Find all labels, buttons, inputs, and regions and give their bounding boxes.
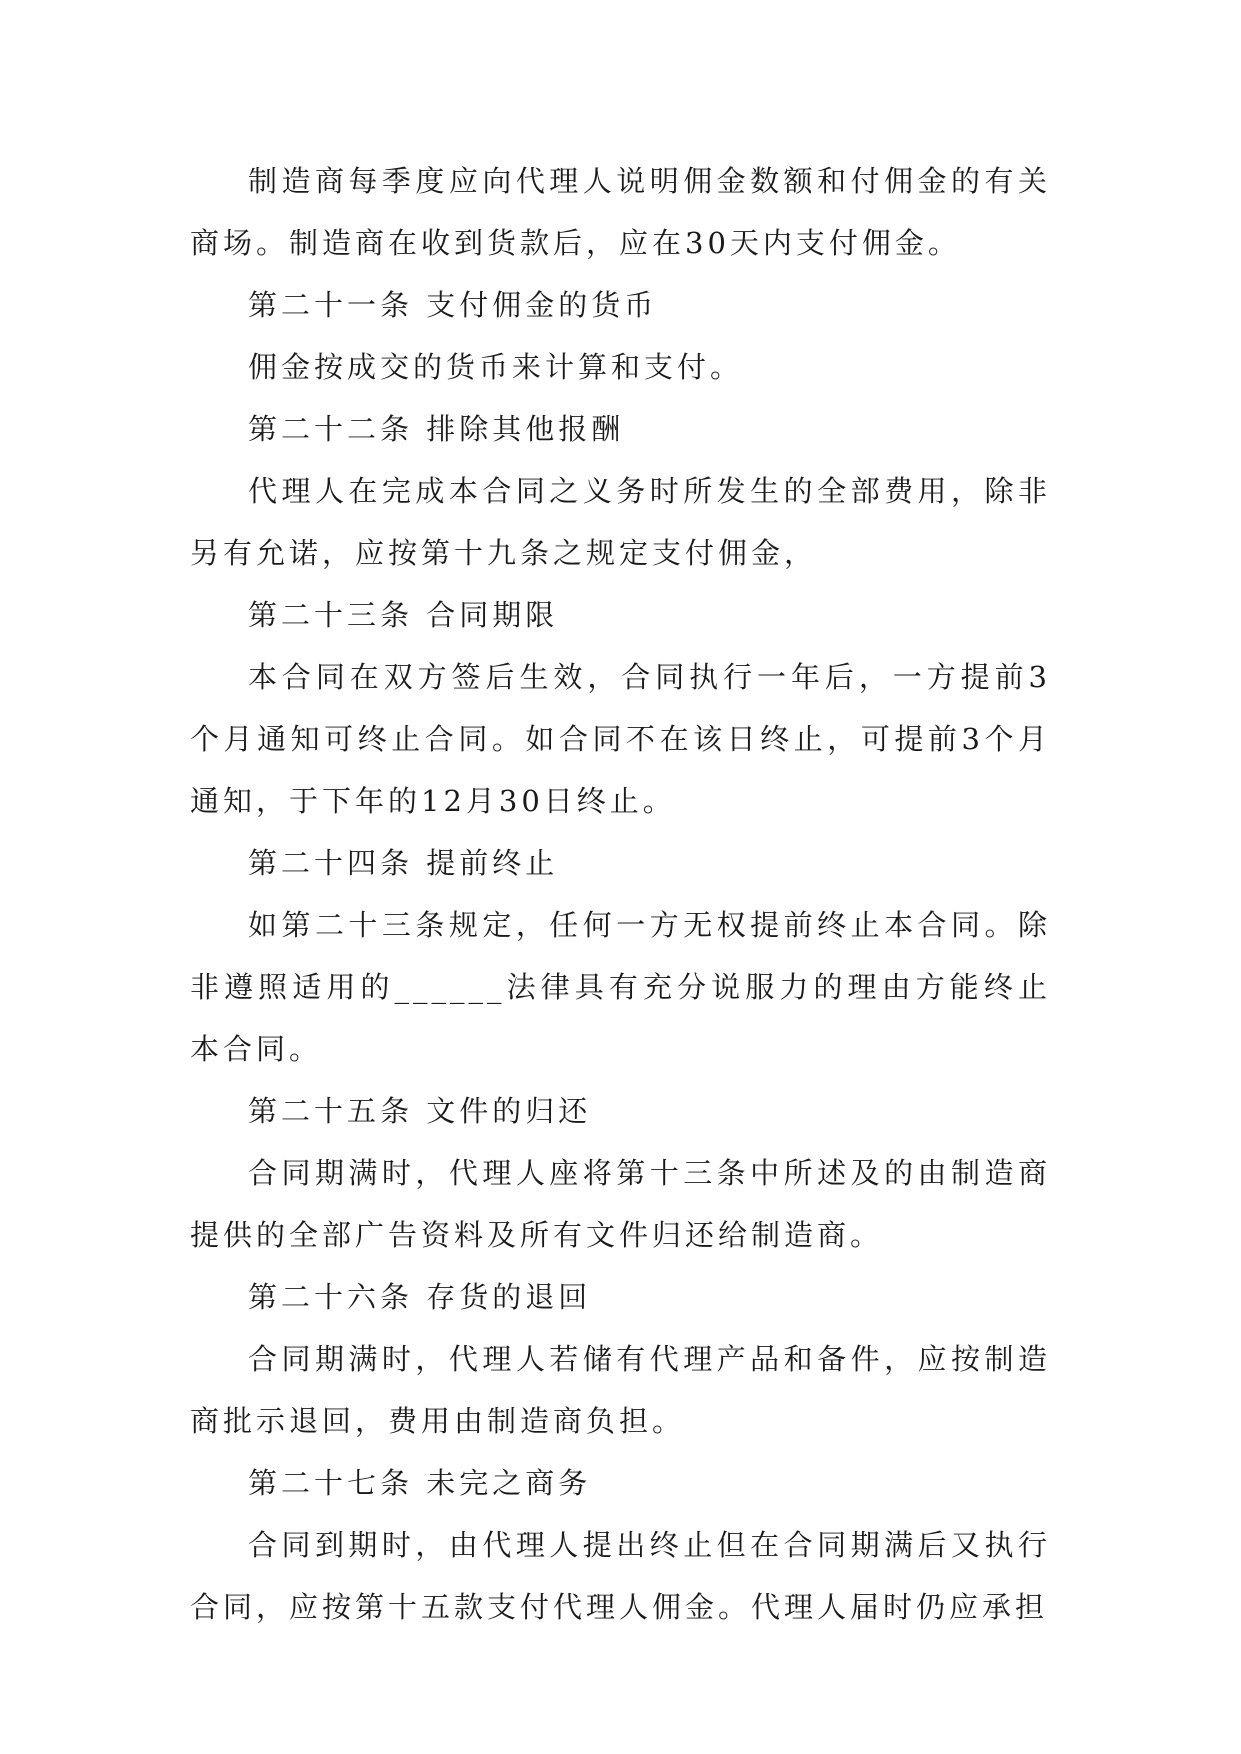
clause-heading-24: 第二十四条 提前终止 (248, 846, 559, 880)
paragraph-contract-term: 本合同在双方签后生效，合同执行一年后，一方提前3个月通知可终止合同。如合同不在该日终止，可提前3个月通知，于下年的12月30日终止。 (190, 660, 1051, 818)
clause-heading-26: 第二十六条 存货的退回 (248, 1280, 592, 1314)
paragraph-early-termination: 如第二十三条规定，任何一方无权提前终止本合同。除非遵照适用的______法律具有充分说服力的理由方能终止本合同。 (190, 908, 1051, 1066)
paragraph-commission-currency: 佣金按成交的货币来计算和支付。 (248, 350, 744, 384)
clause-heading-23: 第二十三条 合同期限 (248, 598, 559, 632)
paragraph-inventory-return: 合同期满时，代理人若储有代理产品和备件，应按制造商批示退回，费用由制造商负担。 (190, 1342, 1051, 1438)
paragraph-unfinished-business: 合同到期时，由代理人提出终止但在合同期满后又执行合同，应按第十五款支付代理人佣金。代理人届时仍应承担 (190, 1528, 1051, 1624)
clause-heading-25: 第二十五条 文件的归还 (248, 1094, 592, 1128)
paragraph-exclude-remuneration: 代理人在完成本合同之义务时所发生的全部费用，除非另有允诺，应按第十九条之规定支付佣金， (190, 474, 1051, 570)
clause-heading-21: 第二十一条 支付佣金的货币 (248, 288, 658, 322)
clause-heading-22: 第二十二条 排除其他报酬 (248, 412, 625, 446)
paragraph-document-return: 合同期满时，代理人座将第十三条中所述及的由制造商提供的全部广告资料及所有文件归还给制造商。 (190, 1156, 1051, 1252)
clause-heading-27: 第二十七条 未完之商务 (248, 1466, 592, 1500)
paragraph-commission-statement: 制造商每季度应向代理人说明佣金数额和付佣金的有关商场。制造商在收到货款后，应在30天内支付佣金。 (190, 164, 1051, 260)
document-body (190, 150, 1051, 1638)
